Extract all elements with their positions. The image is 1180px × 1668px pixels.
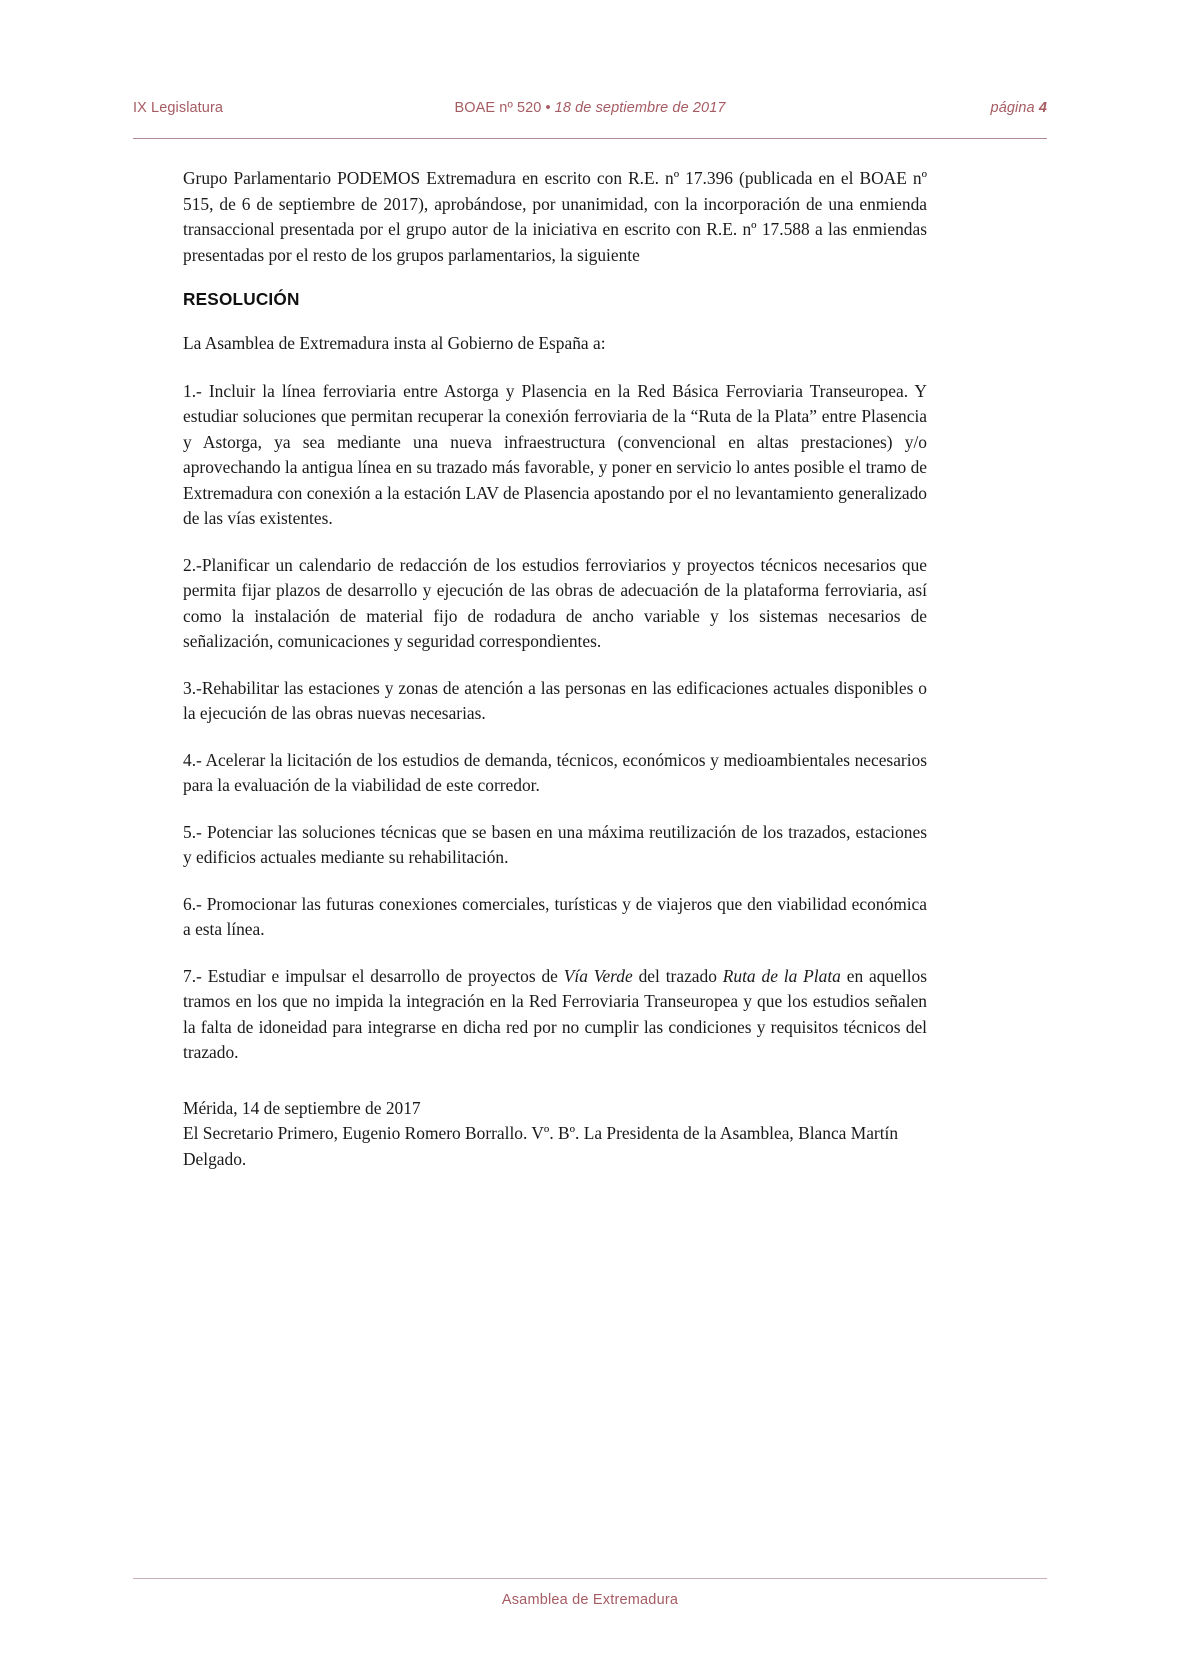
signature-signers: El Secretario Primero, Eugenio Romero Borrallo. Vº. Bº. La Presidenta de la Asamblea, Blanca Martín Delgado. [183, 1123, 899, 1169]
resolution-point-1: 1.- Incluir la línea ferroviaria entre Astorga y Plasencia en la Red Básica Ferroviaria Transeuropea. Y estudiar soluciones que permitan recuperar la conexión ferroviaria de la “Ruta de la Plata” entre Plasencia y Astorga, ya sea mediante una nueva infraestructura (convencional en altas prestaciones) y/o aprovechando la antigua línea en su trazado más favorable, y poner en servicio lo antes posible el tramo de Extremadura con conexión a la estación LAV de Plasencia apostando por el no levantamiento generalizado de las vías existentes. [183, 380, 927, 528]
resolution-point-4: 4.- Acelerar la licitación de los estudios de demanda, técnicos, económicos y medioambientales necesarios para la evaluación de la viabilidad de este corredor. [183, 749, 927, 795]
lead-line: La Asamblea de Extremadura insta al Gobierno de España a: [183, 333, 606, 353]
intro-paragraph: Grupo Parlamentario PODEMOS Extremadura en escrito con R.E. nº 17.396 (publicada en el BOAE nº 515, de 6 de septiembre de 2017), aprobándose, por unanimidad, con la incorporación de una enmienda transaccional presentada por el grupo autor de la iniciativa en escrito con R.E. nº 17.588 a las enmiendas presentadas por el resto de los grupos parlamentarios, la siguiente [183, 168, 927, 265]
resolution-point-7 [183, 964, 927, 1066]
section-heading-resolucion: RESOLUCIÓN [183, 289, 300, 309]
header-page-number: 4 [1038, 100, 1047, 116]
header-page-label: página [990, 100, 1035, 116]
signature-block [183, 1096, 927, 1173]
header-legislature: IX Legislatura [133, 100, 224, 116]
point7-italic-via-verde: Vía Verde [563, 965, 633, 986]
point7-part3: en aquellos tramos en los que no impida la integración en la Red Ferroviaria Transeuropea y que los estudios señalen la falta de idoneidad para integrarse en dicha red por no cumplir las condiciones y requisitos técnicos del trazado. [183, 965, 927, 1062]
header-bulletin-reference [133, 100, 1047, 116]
header-bullet-separator: • [545, 100, 551, 116]
page-header [133, 100, 1047, 116]
header-divider-rule [133, 138, 1047, 139]
header-page-indicator [991, 100, 1047, 116]
point7-part1: 7.- Estudiar e impulsar el desarrollo de proyectos de [183, 965, 564, 986]
resolution-point-6: 6.- Promocionar las futuras conexiones comerciales, turísticas y de viajeros que den viabilidad económica a esta línea. [183, 893, 927, 939]
point7-part2: del trazado [632, 965, 723, 986]
header-date: 18 de septiembre de 2017 [554, 100, 726, 116]
point7-italic-ruta-de-la-plata: Ruta de la Plata [722, 965, 841, 986]
footer-divider-rule [133, 1578, 1047, 1579]
header-bulletin-number: BOAE nº 520 [454, 100, 542, 116]
document-content [183, 166, 927, 1172]
page-footer: Asamblea de Extremadura [501, 1592, 679, 1608]
resolution-point-3: 3.-Rehabilitar las estaciones y zonas de atención a las personas en las edificaciones actuales disponibles o la ejecución de las obras nuevas necesarias. [183, 677, 927, 723]
resolution-point-2: 2.-Planificar un calendario de redacción de los estudios ferroviarios y proyectos técnicos necesarios que permita fijar plazos de desarrollo y ejecución de las obras de adecuación de la plataforma ferroviaria, así como la instalación de material fijo de rodadura de ancho variable y los sistemas necesarios de señalización, comunicaciones y seguridad correspondientes. [183, 554, 927, 651]
resolution-point-5: 5.- Potenciar las soluciones técnicas que se basen en una máxima reutilización de los trazados, estaciones y edificios actuales mediante su rehabilitación. [183, 821, 927, 867]
signature-place-date: Mérida, 14 de septiembre de 2017 [183, 1097, 421, 1118]
